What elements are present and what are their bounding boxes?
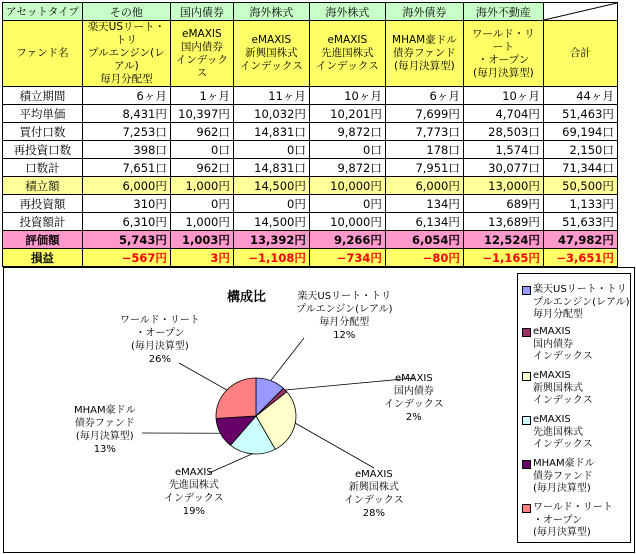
total-cell: 71,344口 <box>543 159 617 177</box>
value-cell: 1,574口 <box>463 141 543 159</box>
category-cell: 海外株式 <box>309 3 385 21</box>
value-cell: 0円 <box>233 195 309 213</box>
table-row <box>3 249 618 267</box>
category-cell: 海外不動産 <box>463 3 543 21</box>
row-label: 口数計 <box>3 159 83 177</box>
value-cell: 689円 <box>463 195 543 213</box>
value-cell: 4,704円 <box>463 105 543 123</box>
value-cell: 6,000円 <box>82 177 170 195</box>
legend-swatch <box>522 416 531 425</box>
value-cell: 10,000円 <box>309 177 385 195</box>
value-cell: 1,000円 <box>170 213 233 231</box>
row-label: 積立額 <box>3 177 83 195</box>
asset-type-header: アセットタイプ <box>3 3 83 21</box>
value-cell: −1,165円 <box>463 249 543 267</box>
data-rows <box>3 87 618 267</box>
fund-name-cell: eMAXIS 先進国株式 インデックス <box>309 21 385 87</box>
value-cell: −734円 <box>309 249 385 267</box>
value-cell: 398口 <box>82 141 170 159</box>
value-cell: 1ヶ月 <box>170 87 233 105</box>
category-cell: 海外債券 <box>385 3 463 21</box>
value-cell: 14,831口 <box>233 123 309 141</box>
value-cell: 10,032円 <box>233 105 309 123</box>
value-cell: 3円 <box>170 249 233 267</box>
fund-name-row <box>3 21 618 87</box>
value-cell: 962口 <box>170 159 233 177</box>
slice-label: eMAXIS 国内債券 インデックス 2% <box>384 373 444 423</box>
value-cell: 10,000円 <box>309 213 385 231</box>
value-cell: 7,951口 <box>385 159 463 177</box>
value-cell: 0口 <box>170 141 233 159</box>
value-cell: 10,201円 <box>309 105 385 123</box>
table-row <box>3 159 618 177</box>
value-cell: 9,872口 <box>309 123 385 141</box>
fund-name-cell: ワールド・リート ・オープン (毎月決算型) <box>463 21 543 87</box>
leader-line <box>271 338 304 381</box>
value-cell: 7,651口 <box>82 159 170 177</box>
row-label: 投資額計 <box>3 213 83 231</box>
slice-label: 楽天USリート・トリ プルエンジン(レアル) 毎月分配型 12% <box>296 291 393 341</box>
category-cell: 海外株式 <box>233 3 309 21</box>
value-cell: 6ヶ月 <box>82 87 170 105</box>
value-cell: −80円 <box>385 249 463 267</box>
chart-legend: 楽天USリート・トリ プルエンジン(レアル) 毎月分配型 eMAXIS 国内債券 インデックス eMAXIS 新興国株式 インデックス eMAXIS 先進国株式 インデックス MHAM豪ドル 債券ファンド (毎月決算型) ワールド・リート ・オープン (毎月決算型) <box>517 273 631 543</box>
table-row <box>3 177 618 195</box>
table-row <box>3 141 618 159</box>
fund-name-cell: eMAXIS 国内債券 インデックス <box>170 21 233 87</box>
value-cell: 13,392円 <box>233 231 309 249</box>
leader-line <box>295 423 374 468</box>
value-cell: 30,077口 <box>463 159 543 177</box>
row-label: 平均単価 <box>3 105 83 123</box>
total-cell: 2,150口 <box>543 141 617 159</box>
value-cell: 178口 <box>385 141 463 159</box>
total-cell: 50,500円 <box>543 177 617 195</box>
value-cell: 12,524円 <box>463 231 543 249</box>
value-cell: 0円 <box>170 195 233 213</box>
total-cell: 47,982円 <box>543 231 617 249</box>
total-header: 合計 <box>543 21 617 87</box>
legend-swatch <box>522 504 531 513</box>
table-row <box>3 105 618 123</box>
slice-label: MHAM豪ドル 債券ファンド (毎月決算型) 13% <box>74 405 136 455</box>
row-label: 評価額 <box>3 231 83 249</box>
value-cell: −1,108円 <box>233 249 309 267</box>
legend-swatch <box>522 286 531 295</box>
category-cell: 国内債券 <box>170 3 233 21</box>
chart-title: 構成比 <box>227 290 267 305</box>
value-cell: 6,134円 <box>385 213 463 231</box>
value-cell: 9,266円 <box>309 231 385 249</box>
value-cell: 1,003円 <box>170 231 233 249</box>
value-cell: 14,831口 <box>233 159 309 177</box>
value-cell: 6,310円 <box>82 213 170 231</box>
fund-name-cell: MHAM豪ドル 債券ファンド (毎月決算型) <box>385 21 463 87</box>
value-cell: 134円 <box>385 195 463 213</box>
table-row <box>3 87 618 105</box>
value-cell: 962口 <box>170 123 233 141</box>
value-cell: 6ヶ月 <box>385 87 463 105</box>
value-cell: 10,397円 <box>170 105 233 123</box>
composition-chart <box>3 267 635 553</box>
fund-name-cell: eMAXIS 新興国株式 インデックス <box>233 21 309 87</box>
value-cell: 11ヶ月 <box>233 87 309 105</box>
value-cell: 0口 <box>233 141 309 159</box>
row-label: 損益 <box>3 249 83 267</box>
slice-label: ワールド・リート ・オープン (毎月決算型) 26% <box>120 315 200 365</box>
value-cell: 13,689円 <box>463 213 543 231</box>
value-cell: 10ヶ月 <box>463 87 543 105</box>
total-cell: 51,633円 <box>543 213 617 231</box>
total-cell: 51,463円 <box>543 105 617 123</box>
legend-swatch <box>522 328 531 337</box>
value-cell: 7,253口 <box>82 123 170 141</box>
value-cell: 10ヶ月 <box>309 87 385 105</box>
row-label: 再投資額 <box>3 195 83 213</box>
total-cell: 44ヶ月 <box>543 87 617 105</box>
value-cell: 5,743円 <box>82 231 170 249</box>
fund-name-cell: 楽天USリート・トリ プルエンジン(レアル) 毎月分配型 <box>82 21 170 87</box>
category-cell: その他 <box>82 3 170 21</box>
value-cell: 8,431円 <box>82 105 170 123</box>
value-cell: 1,000円 <box>170 177 233 195</box>
legend-swatch <box>522 372 531 381</box>
table-row <box>3 231 618 249</box>
total-cell: 1,133円 <box>543 195 617 213</box>
value-cell: 6,054円 <box>385 231 463 249</box>
leader-line <box>179 363 227 390</box>
value-cell: −567円 <box>82 249 170 267</box>
fund-name-header: ファンド名 <box>3 21 83 87</box>
table-row <box>3 195 618 213</box>
total-cell: −3,651円 <box>543 249 617 267</box>
value-cell: 310円 <box>82 195 170 213</box>
row-label: 積立期間 <box>3 87 83 105</box>
value-cell: 0円 <box>309 195 385 213</box>
asset-type-row <box>3 3 618 21</box>
slice-label: eMAXIS 新興国株式 インデックス 28% <box>344 469 404 519</box>
total-cell: 69,194口 <box>543 123 617 141</box>
value-cell: 9,872口 <box>309 159 385 177</box>
table-row <box>3 123 618 141</box>
legend-swatch <box>522 460 531 469</box>
portfolio-table <box>2 2 618 267</box>
value-cell: 6,000円 <box>385 177 463 195</box>
value-cell: 14,500円 <box>233 177 309 195</box>
value-cell: 28,503口 <box>463 123 543 141</box>
value-cell: 0口 <box>309 141 385 159</box>
slice-label: eMAXIS 先進国株式 インデックス 19% <box>164 467 224 517</box>
value-cell: 13,000円 <box>463 177 543 195</box>
value-cell: 14,500円 <box>233 213 309 231</box>
table-row <box>3 213 618 231</box>
row-label: 買付口数 <box>3 123 83 141</box>
value-cell: 7,773口 <box>385 123 463 141</box>
row-label: 再投資口数 <box>3 141 83 159</box>
pie-slice <box>216 378 256 418</box>
diagonal-cell <box>543 3 617 21</box>
value-cell: 7,699円 <box>385 105 463 123</box>
